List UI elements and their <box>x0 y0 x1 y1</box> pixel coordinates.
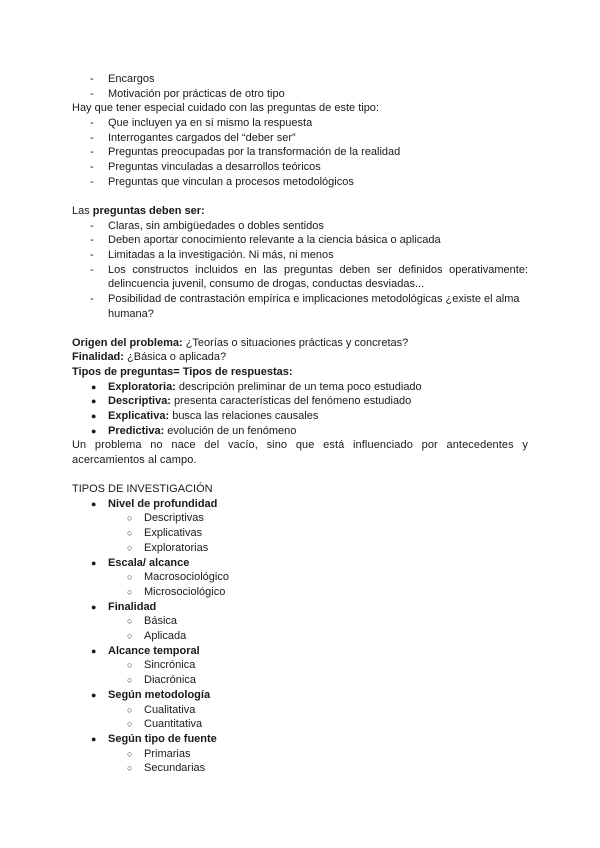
bullet-icon: ● <box>91 689 97 700</box>
dash-marker: - <box>90 293 94 305</box>
bullet-icon: ● <box>91 557 97 568</box>
circle-bullet-icon: ○ <box>127 704 133 715</box>
list-item-text: Los constructos incluidos en las preguntas deben ser definidos operativamente: delincuencia juvenil, consumo de drogas, conductas desviadas... <box>108 263 528 291</box>
list-item-text: Encargos <box>108 73 155 85</box>
research-types-heading: TIPOS DE INVESTIGACIÓN <box>72 483 213 495</box>
origin-text: ¿Teorías o situaciones prácticas y concretas? <box>182 336 409 349</box>
list-item-text <box>108 424 528 439</box>
list-item-text <box>108 394 528 409</box>
types-heading-text: Tipos de preguntas= Tipos de respuestas: <box>72 365 293 378</box>
dash-marker: - <box>90 117 94 129</box>
circle-bullet-icon: ○ <box>127 763 133 774</box>
list-item-text: Preguntas vinculadas a desarrollos teóricos <box>108 161 321 173</box>
list-item-text: Preguntas preocupadas por la transformación de la realidad <box>108 146 401 159</box>
bullet-icon: ● <box>91 601 97 612</box>
bullet-icon: ● <box>91 381 97 392</box>
list-item-text: Primarias <box>144 747 191 760</box>
list-item-text: Microsociológico <box>144 585 226 598</box>
group-label: Nivel de profundidad <box>108 497 218 510</box>
purpose-text: ¿Básica o aplicada? <box>123 351 227 364</box>
group-label: Escala/ alcance <box>108 556 190 569</box>
list-item-text: Limitadas a la investigación. Ni más, ni menos <box>108 248 334 261</box>
circle-bullet-icon: ○ <box>127 572 133 583</box>
dash-marker: - <box>90 219 94 232</box>
list-item-text: Deben aportar conocimiento relevante a la ciencia básica o aplicada <box>108 234 441 247</box>
circle-bullet-icon: ○ <box>127 631 133 641</box>
type-text: presenta características del fenómeno estudiado <box>170 395 412 408</box>
group-label: Según metodología <box>108 688 211 701</box>
dash-marker: - <box>90 175 94 188</box>
list-item-text: Descriptivas <box>144 512 204 525</box>
list-item-text: Básica <box>144 615 178 628</box>
dash-marker: - <box>90 234 94 247</box>
must-intro-bold: preguntas deben ser: <box>92 204 205 217</box>
list-item-text: Cuantitativa <box>144 718 203 731</box>
type-label: Descriptiva: <box>108 395 171 408</box>
bullet-icon: ● <box>91 425 97 436</box>
group-label: Según tipo de fuente <box>108 732 217 745</box>
dash-marker: - <box>90 146 94 159</box>
caution-intro: Hay que tener especial cuidado con las preguntas de este tipo: <box>72 102 379 115</box>
dash-marker: - <box>90 248 94 261</box>
list-item-text: Macrosociológico <box>144 571 229 584</box>
dash-marker: - <box>90 73 94 85</box>
must-intro-prefix: Las <box>72 204 93 217</box>
list-item-text: Posibilidad de contrastación empírica e implicaciones metodológicas ¿existe el alma humana? <box>108 293 520 320</box>
circle-bullet-icon: ○ <box>127 719 133 730</box>
circle-bullet-icon: ○ <box>127 542 133 553</box>
list-item-text: Explicativas <box>144 527 203 540</box>
type-label: Predictiva: <box>108 424 165 437</box>
origin-label: Origen del problema: <box>72 336 183 349</box>
bullet-icon: ● <box>91 733 97 744</box>
list-item-text: Preguntas que vinculan a procesos metodológicos <box>108 175 354 188</box>
origin-line <box>72 336 528 351</box>
types-heading <box>72 365 528 380</box>
list-item-text: Interrogantes cargados del “deber ser” <box>108 131 296 144</box>
list-item-text: Claras, sin ambigüedades o dobles sentidos <box>108 219 324 232</box>
list-item-text: Que incluyen ya en sí mismo la respuesta <box>108 117 313 129</box>
circle-bullet-icon: ○ <box>127 748 133 759</box>
purpose-line <box>72 350 528 365</box>
dash-marker: - <box>90 263 94 276</box>
list-item-text <box>108 380 528 395</box>
must-intro <box>72 204 528 219</box>
type-label: Exploratoria: <box>108 380 176 393</box>
bullet-icon: ● <box>91 645 97 656</box>
circle-bullet-icon: ○ <box>127 513 133 524</box>
type-text: evolución de un fenómeno <box>164 424 297 437</box>
type-text: descripción preliminar de un tema poco estudiado <box>175 380 422 393</box>
list-item-text <box>108 409 528 424</box>
group-label: Alcance temporal <box>108 644 200 657</box>
closing-paragraph: Un problema no nace del vacío, sino que está influenciado por antecedentes y acercamientos al campo. <box>72 439 528 467</box>
list-item-text: Aplicada <box>144 630 187 642</box>
type-label: Explicativa: <box>108 410 170 422</box>
purpose-label: Finalidad: <box>72 351 124 364</box>
circle-bullet-icon: ○ <box>127 616 133 627</box>
dash-marker: - <box>90 87 94 100</box>
group-label: Finalidad <box>108 600 157 613</box>
list-item-text: Exploratorias <box>144 541 209 554</box>
list-item-text: Motivación por prácticas de otro tipo <box>108 87 285 100</box>
list-item-text: Diacrónica <box>144 674 196 687</box>
bullet-icon: ● <box>91 411 97 421</box>
type-text: busca las relaciones causales <box>169 410 319 422</box>
circle-bullet-icon: ○ <box>127 586 133 597</box>
bullet-icon: ● <box>91 498 97 509</box>
circle-bullet-icon: ○ <box>127 675 133 686</box>
bullet-icon: ● <box>91 396 97 407</box>
list-item-text: Secundarias <box>144 762 206 775</box>
circle-bullet-icon: ○ <box>127 660 133 671</box>
circle-bullet-icon: ○ <box>127 528 133 539</box>
dash-marker: - <box>90 161 94 173</box>
list-item-text: Sincrónica <box>144 659 196 672</box>
dash-marker: - <box>90 131 94 144</box>
list-item-text: Cualitativa <box>144 703 196 716</box>
